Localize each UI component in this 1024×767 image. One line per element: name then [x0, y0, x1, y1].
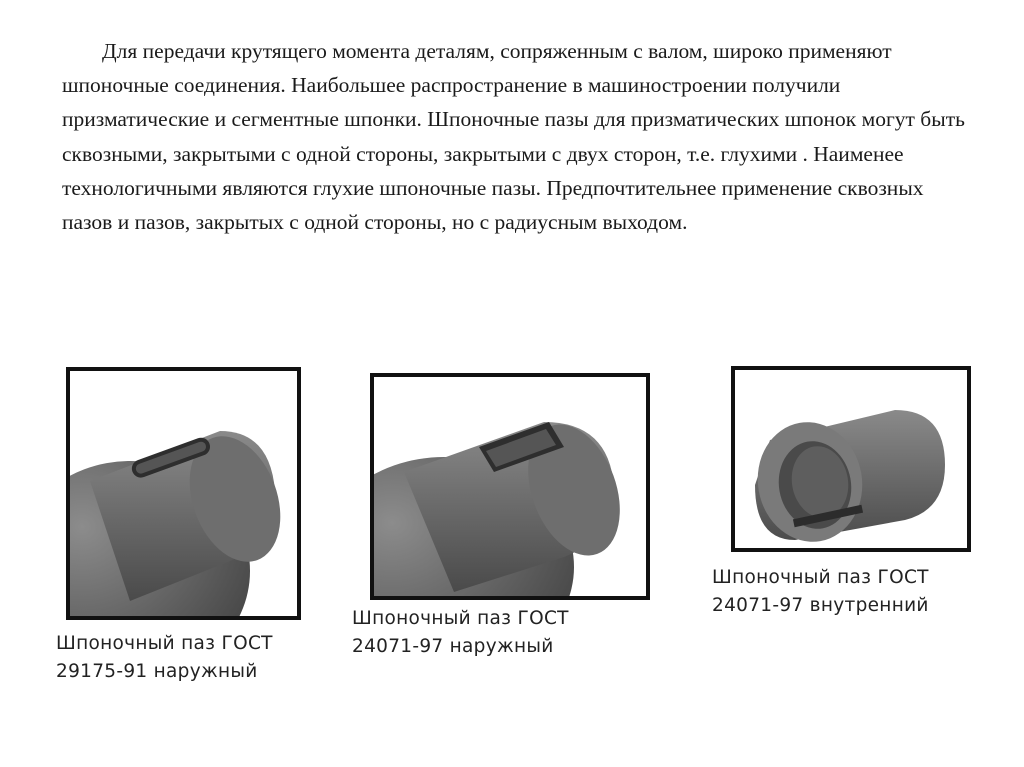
figure-2-caption-line1: Шпоночный паз ГОСТ — [352, 608, 569, 629]
figure-2-caption — [352, 605, 569, 661]
body-paragraph: Для передачи крутящего момента деталям, сопряженным с валом, широко применяют шпоночные соединения. Наибольшее распространение в машиностроении получили призматические и сегментные шпонки. Шпоночные пазы для призматических шпонок могут быть сквозными, закрытыми с одной стороны, закрытыми с двух сторон, т.е. глухими . Наименее технологичными являются глухие шпоночные пазы. Предпочтительнее применение сквозных пазов и пазов, закрытых с одной стороны, но с радиусным выходом. — [62, 39, 965, 235]
figure-3-caption — [712, 564, 929, 620]
figure-1-caption-line1: Шпоночный паз ГОСТ — [56, 633, 273, 654]
figure-internal-keyway-bushing — [731, 366, 971, 552]
figure-1-caption-line2: 29175-91 наружный — [56, 661, 258, 682]
figure-3-caption-line2: 24071-97 внутренний — [712, 595, 929, 616]
shaft-open-keyway-illustration — [374, 377, 646, 596]
figure-2-caption-line2: 24071-97 наружный — [352, 636, 554, 657]
shaft-closed-keyway-illustration — [70, 371, 297, 616]
figure-1-caption — [56, 630, 273, 686]
figure-closed-keyway-shaft — [66, 367, 301, 620]
figure-open-keyway-shaft — [370, 373, 650, 600]
bushing-internal-keyway-illustration — [735, 370, 967, 548]
figure-3-caption-line1: Шпоночный паз ГОСТ — [712, 567, 929, 588]
